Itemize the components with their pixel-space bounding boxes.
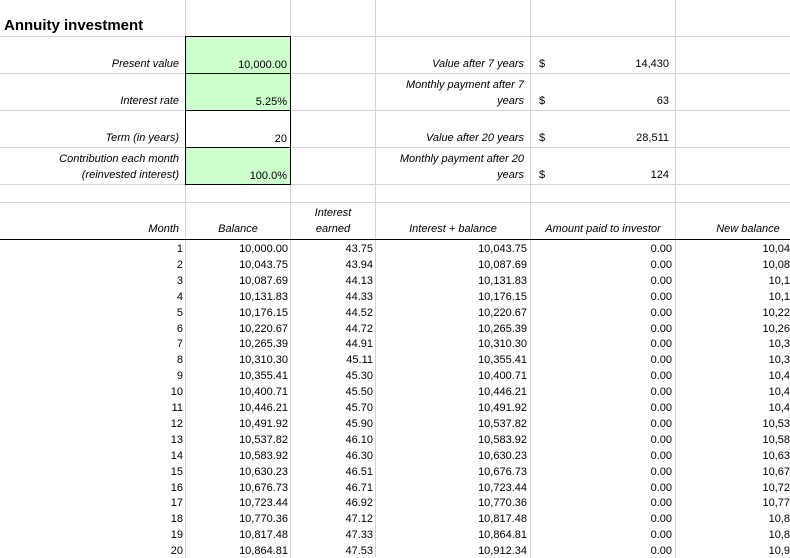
value7-label: Value after 7 years: [432, 58, 524, 70]
column-header-balance: Balance: [218, 223, 258, 235]
value20-label: Value after 20 years: [425, 132, 524, 144]
table-cell[interactable]: 6: [176, 322, 183, 335]
pay7-label: years: [497, 95, 524, 107]
table-cell[interactable]: 10,446.21: [239, 402, 288, 414]
table-cell[interactable]: 10,400.71: [478, 370, 527, 383]
table-cell[interactable]: 44.52: [345, 306, 373, 319]
table-cell[interactable]: 10,265.39: [478, 322, 527, 335]
table-cell[interactable]: 20: [170, 545, 183, 558]
table-cell[interactable]: 19: [170, 529, 183, 542]
table-cell[interactable]: 10,087.69: [478, 258, 527, 271]
table-cell[interactable]: 10,53: [762, 417, 790, 430]
table-cell[interactable]: 0.00: [650, 243, 672, 255]
table-cell[interactable]: 10,4: [768, 370, 790, 383]
currency-symbol: $: [539, 169, 546, 181]
table-cell[interactable]: 12: [170, 417, 183, 430]
table-cell[interactable]: 10,630.23: [478, 449, 527, 462]
table-cell[interactable]: 10,72: [762, 481, 790, 494]
table-cell[interactable]: 10,3: [768, 354, 790, 367]
table-cell[interactable]: 0.00: [650, 290, 672, 303]
table-cell[interactable]: 10,087.69: [239, 274, 288, 287]
table-cell[interactable]: 46.10: [345, 433, 373, 446]
table-cell[interactable]: 44.91: [345, 338, 373, 351]
table-cell[interactable]: 44.72: [345, 322, 373, 335]
column-header-month: Month: [148, 223, 179, 235]
table-cell[interactable]: 10,4: [768, 402, 790, 414]
table-cell[interactable]: 45.70: [345, 402, 373, 414]
table-cell[interactable]: 10,220.67: [478, 306, 527, 319]
table-cell[interactable]: 10,8: [768, 529, 790, 542]
table-cell[interactable]: 10: [170, 386, 183, 399]
table-cell[interactable]: 10,9: [768, 545, 790, 558]
table-cell[interactable]: 10,864.81: [239, 545, 288, 558]
table-cell[interactable]: 46.92: [345, 497, 373, 510]
table-cell[interactable]: 10,446.21: [478, 386, 527, 399]
table-cell[interactable]: 10,912.34: [478, 545, 527, 558]
gridline: [0, 202, 790, 203]
table-cell[interactable]: 5: [176, 306, 183, 319]
table-cell[interactable]: 0.00: [650, 513, 672, 526]
table-cell[interactable]: 0.00: [650, 449, 672, 462]
present-value-label: Present value: [111, 58, 179, 70]
table-cell[interactable]: 0.00: [650, 370, 672, 383]
table-cell[interactable]: 45.11: [346, 354, 373, 367]
table-cell[interactable]: 16: [170, 481, 183, 494]
table-cell[interactable]: 10,583.92: [239, 449, 288, 462]
currency-symbol: $: [539, 58, 546, 70]
column-header-amount-paid: Amount paid to investor: [545, 223, 661, 235]
gridline: [0, 110, 790, 111]
table-cell[interactable]: 0.00: [650, 417, 672, 430]
table-cell[interactable]: 2: [176, 258, 183, 271]
table-cell[interactable]: 10,63: [762, 449, 790, 462]
sheet-title: Annuity investment: [4, 17, 144, 34]
pay20-value: 124: [650, 169, 669, 181]
contribution-input[interactable]: 100.0%: [185, 147, 291, 185]
table-cell[interactable]: 10,58: [762, 433, 790, 446]
table-cell[interactable]: 10,310.30: [478, 338, 527, 351]
gridline: [0, 73, 790, 74]
interest-rate-label: Interest rate: [120, 95, 179, 107]
table-cell[interactable]: 13: [170, 433, 183, 446]
currency-symbol: $: [539, 132, 546, 144]
table-cell[interactable]: 10,537.82: [239, 433, 288, 446]
table-cell[interactable]: 0.00: [650, 433, 672, 446]
table-cell[interactable]: 10,817.48: [239, 529, 288, 542]
column-header-new-balance: New balance: [716, 223, 780, 235]
table-cell[interactable]: 0.00: [650, 306, 672, 319]
table-cell[interactable]: 10,67: [762, 465, 790, 478]
table-cell[interactable]: 10,77: [762, 497, 790, 510]
table-cell[interactable]: 44.13: [345, 274, 373, 287]
table-cell[interactable]: 10,8: [768, 513, 790, 526]
table-cell[interactable]: 8: [176, 354, 183, 367]
term-input[interactable]: 20: [185, 110, 291, 148]
table-cell[interactable]: 47.12: [345, 513, 373, 526]
table-cell[interactable]: 45.50: [345, 386, 373, 399]
table-cell[interactable]: 46.30: [345, 449, 373, 462]
table-cell[interactable]: 0.00: [650, 481, 672, 494]
table-cell[interactable]: 10,491.92: [478, 402, 527, 414]
table-cell[interactable]: 7: [176, 338, 183, 351]
table-cell[interactable]: 44.33: [345, 290, 373, 303]
table-cell[interactable]: 10,1: [768, 274, 790, 287]
table-cell[interactable]: 10,723.44: [239, 497, 288, 510]
column-header-interest-balance: Interest + balance: [409, 223, 497, 235]
table-cell[interactable]: 10,817.48: [478, 513, 527, 526]
table-cell[interactable]: 18: [170, 513, 183, 526]
table-cell[interactable]: 0.00: [650, 338, 672, 351]
table-cell[interactable]: 10,131.83: [478, 274, 527, 287]
table-cell[interactable]: 15: [170, 465, 183, 478]
table-cell[interactable]: 0.00: [650, 258, 672, 271]
table-cell[interactable]: 10,491.92: [239, 417, 288, 430]
table-cell[interactable]: 17: [170, 497, 183, 510]
table-cell[interactable]: 14: [170, 449, 183, 462]
table-cell[interactable]: 10,176.15: [478, 290, 527, 303]
pay7-value: 63: [656, 95, 669, 107]
table-cell[interactable]: 46.51: [345, 465, 373, 478]
table-cell[interactable]: 10,1: [768, 290, 790, 303]
table-cell[interactable]: 10,400.71: [239, 386, 288, 399]
table-cell[interactable]: 11: [171, 402, 183, 414]
currency-symbol: $: [539, 95, 546, 107]
table-cell[interactable]: 10,220.67: [239, 322, 288, 335]
table-cell[interactable]: 10,176.15: [239, 306, 288, 319]
table-cell[interactable]: 10,4: [768, 386, 790, 399]
table-cell[interactable]: 46.71: [345, 481, 373, 494]
gridline: [0, 147, 790, 148]
header-separator: [0, 239, 790, 240]
contribution-label: Contribution each month: [59, 153, 179, 165]
term-label: Term (in years): [105, 132, 179, 144]
table-cell[interactable]: 10,723.44: [478, 481, 527, 494]
table-cell[interactable]: 43.94: [345, 258, 373, 271]
table-cell[interactable]: 10,310.30: [239, 354, 288, 367]
value20-value: 28,511: [636, 132, 669, 144]
table-cell[interactable]: 4: [176, 290, 183, 303]
pay7-label: Monthly payment after 7: [405, 79, 524, 91]
table-cell[interactable]: 0.00: [650, 402, 672, 414]
table-cell[interactable]: 10,26: [762, 322, 790, 335]
table-cell[interactable]: 43.75: [345, 243, 373, 255]
table-cell[interactable]: 45.30: [345, 370, 373, 383]
table-cell[interactable]: 0.00: [650, 322, 672, 335]
table-cell[interactable]: 10,676.73: [478, 465, 527, 478]
table-cell[interactable]: 10,355.41: [478, 354, 527, 367]
table-cell[interactable]: 10,043.75: [478, 243, 527, 255]
table-cell[interactable]: 10,355.41: [239, 370, 288, 383]
table-cell[interactable]: 0.00: [650, 545, 672, 558]
table-cell[interactable]: 10,770.36: [239, 513, 288, 526]
table-cell[interactable]: 10,583.92: [478, 433, 527, 446]
table-cell[interactable]: 10,537.82: [478, 417, 527, 430]
contribution-label: (reinvested interest): [81, 169, 179, 181]
table-cell[interactable]: 0.00: [650, 274, 672, 287]
table-cell[interactable]: 10,000.00: [239, 243, 288, 255]
table-cell[interactable]: 10,08: [762, 258, 790, 271]
gridline: [0, 184, 790, 185]
table-cell[interactable]: 0.00: [650, 386, 672, 399]
pay20-label: Monthly payment after 20: [399, 153, 524, 165]
table-cell[interactable]: 10,04: [762, 243, 790, 255]
column-header-interest: earned: [315, 223, 351, 235]
value7-value: 14,430: [635, 58, 669, 70]
table-cell[interactable]: 10,770.36: [478, 497, 527, 510]
present-value-input[interactable]: 10,000.00: [185, 36, 291, 74]
table-cell[interactable]: 47.33: [345, 529, 373, 542]
table-cell[interactable]: 3: [176, 274, 183, 287]
table-cell[interactable]: 0.00: [650, 497, 672, 510]
table-cell[interactable]: 1: [176, 243, 183, 255]
table-cell[interactable]: 10,630.23: [239, 465, 288, 478]
table-cell[interactable]: 0.00: [650, 465, 672, 478]
table-cell[interactable]: 10,265.39: [239, 338, 288, 351]
table-cell[interactable]: 10,131.83: [239, 290, 288, 303]
table-cell[interactable]: 10,22: [762, 306, 790, 319]
pay20-label: years: [497, 169, 524, 181]
table-cell[interactable]: 45.90: [345, 417, 373, 430]
table-cell[interactable]: 47.53: [345, 545, 373, 558]
table-cell[interactable]: 10,864.81: [478, 529, 527, 542]
column-header-interest: Interest: [314, 207, 352, 219]
table-cell[interactable]: 0.00: [650, 529, 672, 542]
table-cell[interactable]: 10,676.73: [239, 481, 288, 494]
table-cell[interactable]: 9: [176, 370, 183, 383]
table-cell[interactable]: 0.00: [650, 354, 672, 367]
table-cell[interactable]: 10,043.75: [239, 258, 288, 271]
interest-rate-input[interactable]: 5.25%: [185, 73, 291, 111]
table-cell[interactable]: 10,3: [768, 338, 790, 351]
